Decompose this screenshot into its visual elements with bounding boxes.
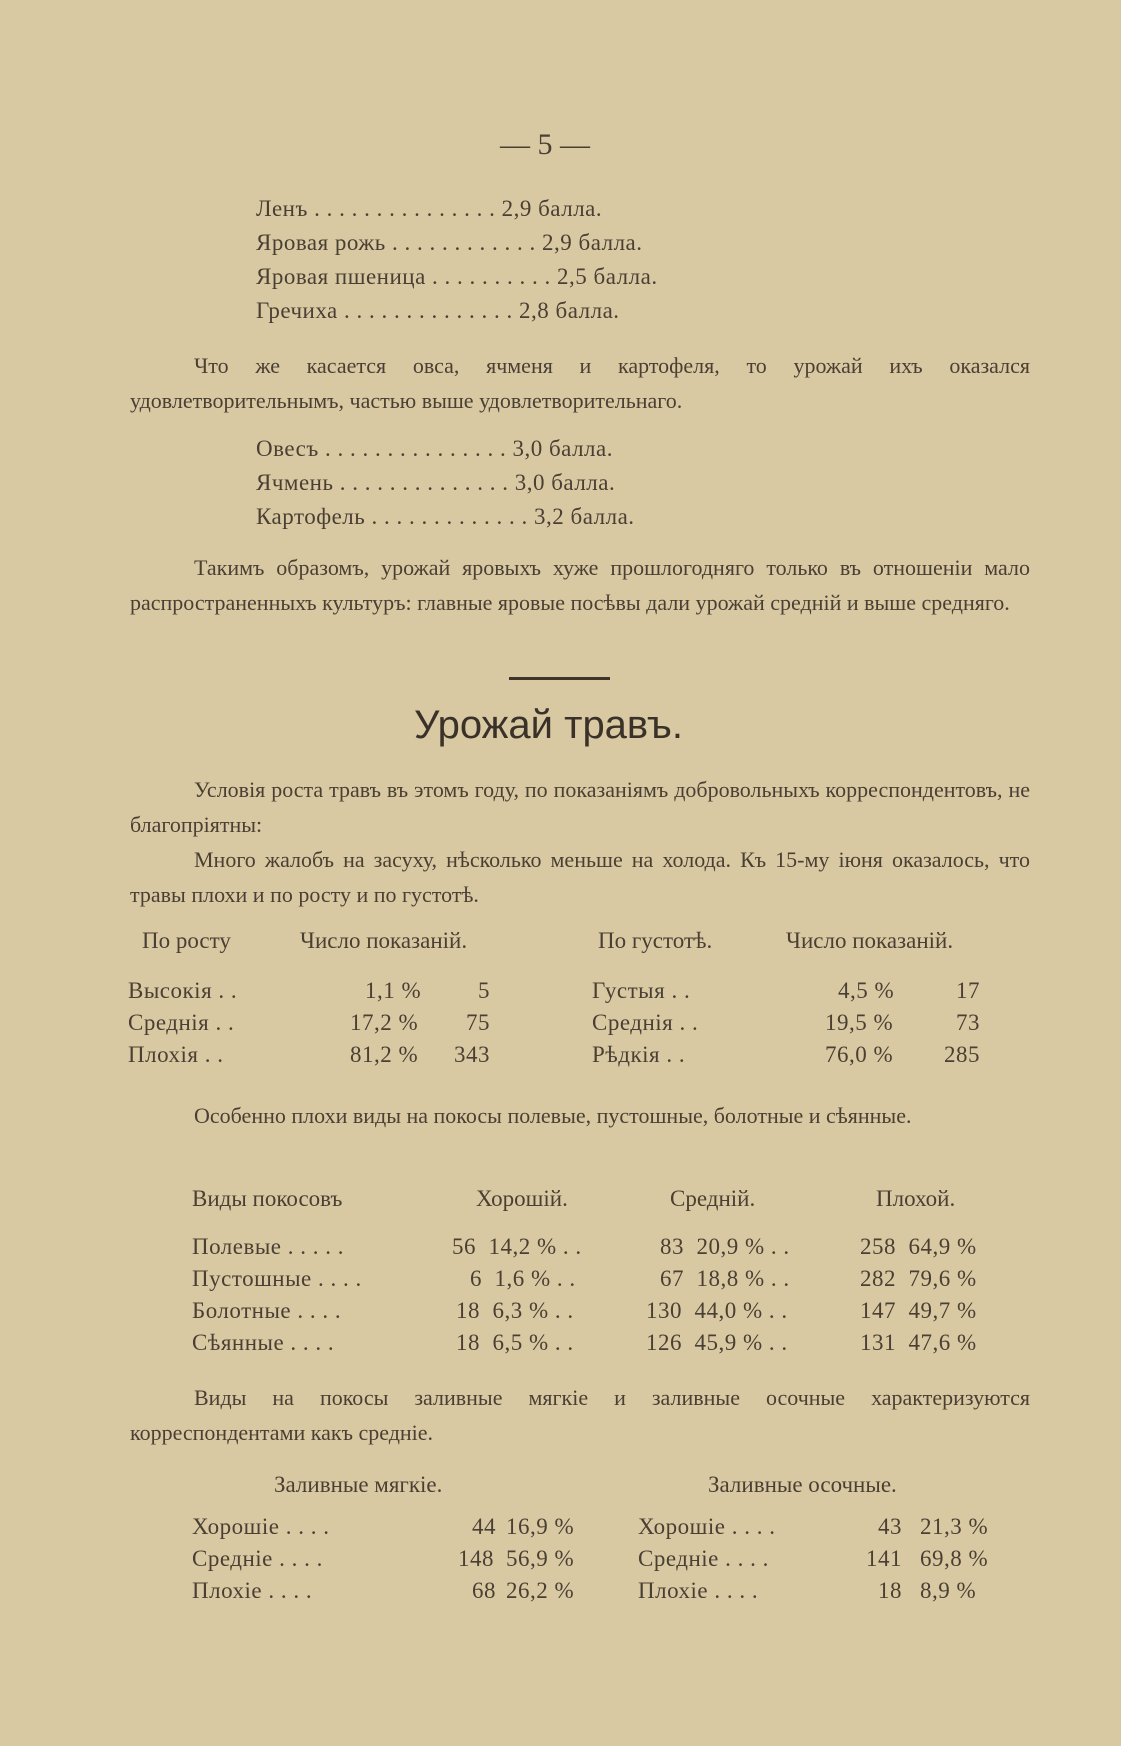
growth-header-density: По густотѣ. xyxy=(598,928,713,953)
meadow-header-type: Виды покосовъ xyxy=(192,1186,343,1211)
density-label: Рѣдкія . . xyxy=(592,1042,686,1067)
meadow-type: Пустошные . . . . xyxy=(192,1266,362,1291)
flood-soft-percent: 16,9 % xyxy=(506,1514,575,1539)
growth-label: Высокія . . xyxy=(128,978,238,1003)
growth-header-count: Число показаній. xyxy=(300,928,468,953)
flood-soft-label: Средніе . . . . xyxy=(192,1546,323,1571)
growth-label: Среднія . . xyxy=(128,1010,235,1035)
flood-sedge-percent: 8,9 % xyxy=(920,1578,977,1603)
section-heading: Урожай травъ. xyxy=(414,703,683,747)
paragraph-oats-barley: Что же касается овса, ячменя и картофеля, то урожай ихъ оказался удовлетворительнымъ, частью выше удовлетворительнаго. xyxy=(130,353,1030,413)
meadow-good: 56 14,2 % . . xyxy=(452,1234,582,1259)
meadow-medium: 67 18,8 % . . xyxy=(660,1266,790,1291)
paragraph-conditions: Условія роста травъ въ этомъ году, по показаніямъ добровольныхъ корреспондентовъ, не благопріятны: xyxy=(130,777,1030,837)
flood-sedge-label: Хорошіе . . . . xyxy=(638,1514,776,1539)
flood-soft-label: Хорошіе . . . . xyxy=(192,1514,330,1539)
growth-percent: 81,2 % xyxy=(350,1042,419,1067)
meadow-type: Полевые . . . . . xyxy=(192,1234,345,1259)
density-percent: 19,5 % xyxy=(825,1010,894,1035)
meadow-type: Болотные . . . . xyxy=(192,1298,342,1323)
meadow-good: 18 6,5 % . . xyxy=(456,1330,574,1355)
meadow-bad: 282 79,6 % xyxy=(860,1266,977,1291)
growth-count: 5 xyxy=(478,978,490,1003)
page-number: — 5 — xyxy=(500,128,590,161)
density-percent: 4,5 % xyxy=(838,978,895,1003)
flood-soft-count: 148 xyxy=(458,1546,494,1571)
flood-sedge-percent: 21,3 % xyxy=(920,1514,989,1539)
meadow-type: Сѣянные . . . . xyxy=(192,1330,335,1355)
flood-sedge-title: Заливные осочные. xyxy=(708,1472,897,1497)
meadow-medium: 83 20,9 % . . xyxy=(660,1234,790,1259)
flood-sedge-label: Средніе . . . . xyxy=(638,1546,769,1571)
flood-sedge-count: 43 xyxy=(878,1514,902,1539)
growth-header-growth: По росту xyxy=(142,928,231,953)
crop-row-spring-rye: Яровая рожь . . . . . . . . . . . . 2,9 балла. xyxy=(256,230,643,255)
crop-row-spring-wheat: Яровая пшеница . . . . . . . . . . 2,5 балла. xyxy=(256,264,658,289)
flood-soft-title: Заливные мягкіе. xyxy=(274,1472,443,1497)
growth-count: 343 xyxy=(454,1042,490,1067)
flood-soft-percent: 26,2 % xyxy=(506,1578,575,1603)
paragraph-floodplain: Виды на покосы заливные мягкіе и заливные осочные характеризуются корреспондентами какъ средніе. xyxy=(130,1385,1030,1445)
flood-soft-count: 68 xyxy=(472,1578,496,1603)
growth-header-count-2: Число показаній. xyxy=(786,928,954,953)
crop-row-buckwheat: Гречиха . . . . . . . . . . . . . . 2,8 балла. xyxy=(256,298,620,323)
density-count: 17 xyxy=(956,978,980,1003)
flood-sedge-percent: 69,8 % xyxy=(920,1546,989,1571)
meadow-medium: 130 44,0 % . . xyxy=(646,1298,788,1323)
growth-percent: 17,2 % xyxy=(350,1010,419,1035)
density-percent: 76,0 % xyxy=(825,1042,894,1067)
meadow-good: 18 6,3 % . . xyxy=(456,1298,574,1323)
meadow-medium: 126 45,9 % . . xyxy=(646,1330,788,1355)
crop-row-barley: Ячмень . . . . . . . . . . . . . . 3,0 балла. xyxy=(256,470,616,495)
meadow-bad: 147 49,7 % xyxy=(860,1298,977,1323)
flood-soft-count: 44 xyxy=(472,1514,496,1539)
density-count: 73 xyxy=(956,1010,980,1035)
meadow-header-medium: Средній. xyxy=(670,1186,756,1211)
crop-row-potato: Картофель . . . . . . . . . . . . . 3,2 балла. xyxy=(256,504,635,529)
meadow-header-good: Хорошій. xyxy=(476,1186,568,1211)
growth-count: 75 xyxy=(466,1010,490,1035)
density-label: Густыя . . xyxy=(592,978,691,1003)
meadow-bad: 258 64,9 % xyxy=(860,1234,977,1259)
growth-label: Плохія . . xyxy=(128,1042,224,1067)
flood-soft-percent: 56,9 % xyxy=(506,1546,575,1571)
flood-sedge-count: 141 xyxy=(866,1546,902,1571)
flood-sedge-label: Плохіе . . . . xyxy=(638,1578,759,1603)
density-label: Среднія . . xyxy=(592,1010,699,1035)
paragraph-summary: Такимъ образомъ, урожай яровыхъ хуже прошлогодняго только въ отношеніи мало распространенныхъ культуръ: главные яровые посѣвы дали урожай средній и выше средняго. xyxy=(130,555,1030,615)
meadow-bad: 131 47,6 % xyxy=(860,1330,977,1355)
flood-soft-label: Плохіе . . . . xyxy=(192,1578,313,1603)
crop-row-flax: Ленъ . . . . . . . . . . . . . . . 2,9 балла. xyxy=(256,196,603,221)
flood-sedge-count: 18 xyxy=(878,1578,902,1603)
section-divider xyxy=(509,677,610,680)
paragraph-drought: Много жалобъ на засуху, нѣсколько меньше на холода. Къ 15-му іюня оказалось, что травы плохи и по росту и по густотѣ. xyxy=(130,847,1030,907)
meadow-header-bad: Плохой. xyxy=(876,1186,956,1211)
growth-percent: 1,1 % xyxy=(365,978,422,1003)
meadow-good: 6 1,6 % . . xyxy=(470,1266,576,1291)
density-count: 285 xyxy=(944,1042,980,1067)
crop-row-oats: Овесъ . . . . . . . . . . . . . . . 3,0 балла. xyxy=(256,436,613,461)
paragraph-meadows: Особенно плохи виды на покосы полевые, пустошные, болотные и сѣянные. xyxy=(194,1103,912,1128)
